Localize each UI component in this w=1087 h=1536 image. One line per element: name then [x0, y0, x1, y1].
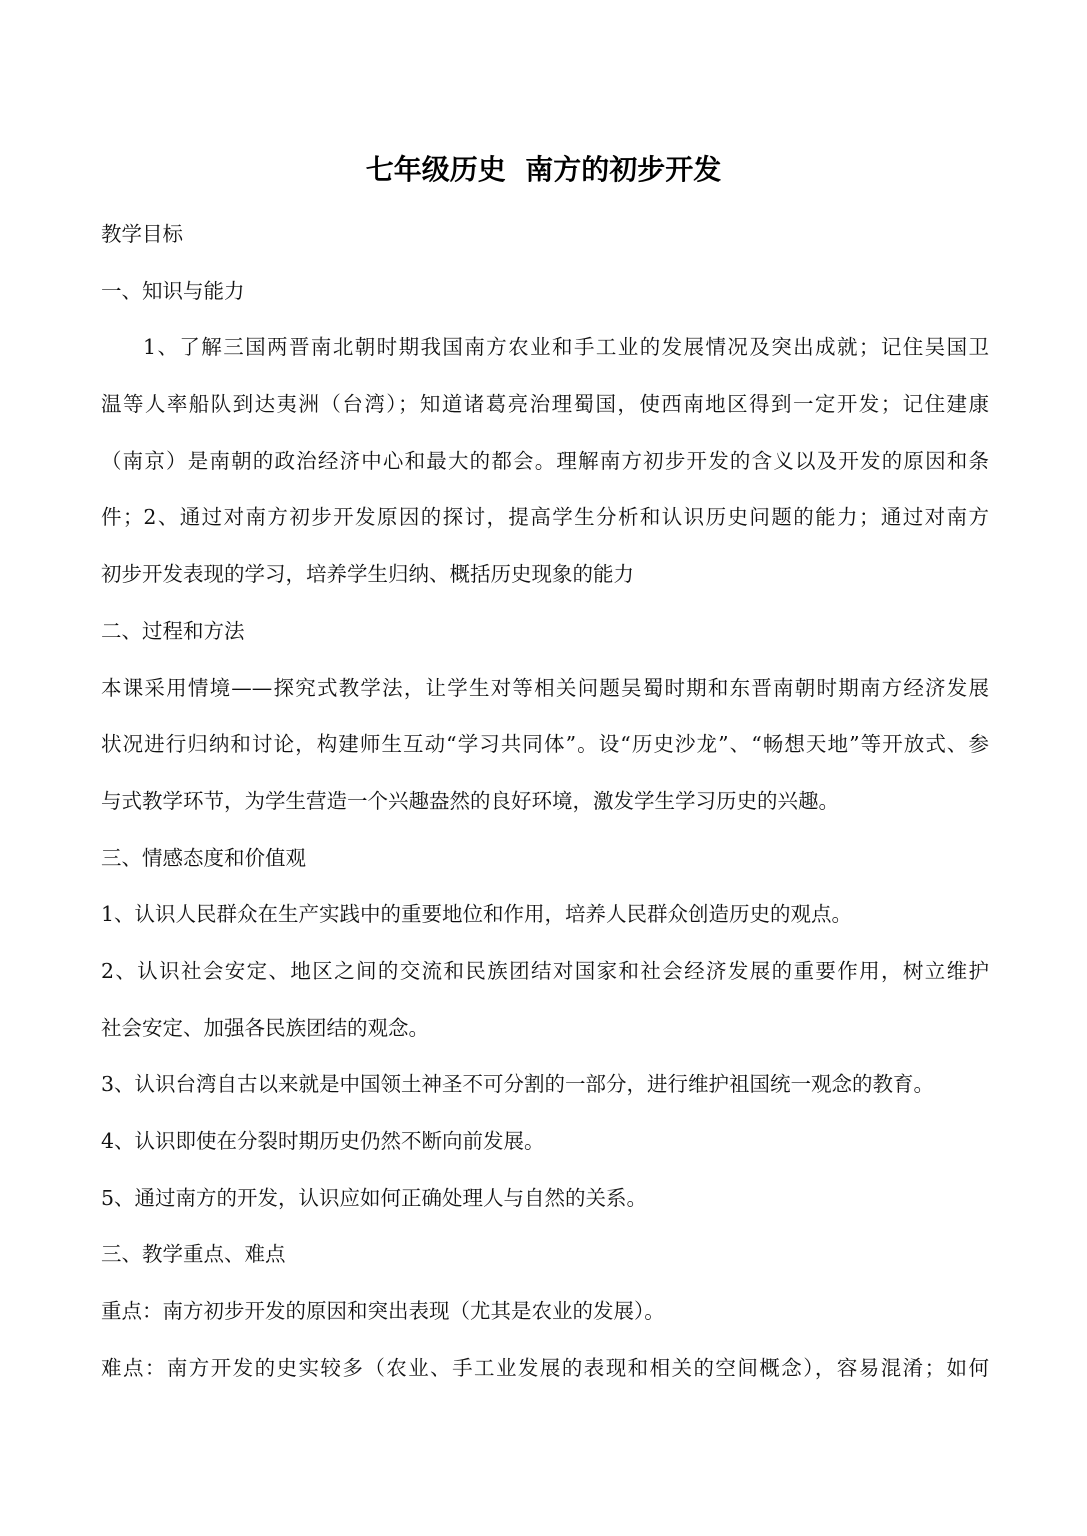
text-line: 5、通过南方的开发，认识应如何正确处理人与自然的关系。: [101, 1185, 648, 1210]
text-line: （南京）是南朝的政治经济中心和最大的都会。理解南方初步开发的含义以及开发的原因和条: [101, 448, 989, 473]
text-line: 一、知识与能力: [101, 278, 245, 303]
text-line: 件；2、通过对南方初步开发原因的探讨，提高学生分析和认识历史问题的能力；通过对南方: [101, 505, 989, 530]
text-line: 1、认识人民群众在生产实践中的重要地位和作用，培养人民群众创造历史的观点。: [101, 902, 853, 927]
text-line: 三、情感态度和价值观: [101, 845, 306, 870]
document-body: [101, 206, 989, 1396]
text-line: 与式教学环节，为学生营造一个兴趣盎然的良好环境，激发学生学习历史的兴趣。: [101, 788, 839, 813]
document-title: 七年级历史 南方的初步开发: [365, 153, 722, 186]
text-line: 状况进行归纳和讨论，构建师生互动“学习共同体”。设“历史沙龙”、“畅想天地”等开放式、参: [101, 732, 989, 757]
text-line: 4、认识即使在分裂时期历史仍然不断向前发展。: [101, 1129, 545, 1153]
text-line: 本课采用情境——探究式教学法，让学生对等相关问题吴蜀时期和东晋南朝时期南方经济发展: [101, 675, 989, 700]
text-line: 重点：南方初步开发的原因和突出表现（尤其是农业的发展）。: [101, 1299, 665, 1324]
text-line: 社会安定、加强各民族团结的观念。: [101, 1015, 429, 1040]
text-line: 难点：南方开发的史实较多（农业、手工业发展的表现和相关的空间概念），容易混淆；如何: [101, 1355, 989, 1380]
text-line: 三、教学重点、难点: [101, 1242, 286, 1267]
text-line: 二、过程和方法: [101, 618, 245, 643]
text-line: 2、认识社会安定、地区之间的交流和民族团结对国家和社会经济发展的重要作用，树立维护: [101, 958, 989, 983]
text-line: 1、了解三国两晋南北朝时期我国南方农业和手工业的发展情况及突出成就；记住吴国卫: [143, 335, 989, 360]
text-line: 温等人率船队到达夷洲（台湾）；知道诸葛亮治理蜀国，使西南地区得到一定开发；记住建康: [101, 392, 989, 417]
text-line: 初步开发表现的学习，培养学生归纳、概括历史现象的能力: [101, 562, 634, 587]
text-line: 3、认识台湾自古以来就是中国领土神圣不可分割的一部分，进行维护祖国统一观念的教育。: [101, 1072, 935, 1097]
text-line: 教学目标: [101, 222, 183, 246]
